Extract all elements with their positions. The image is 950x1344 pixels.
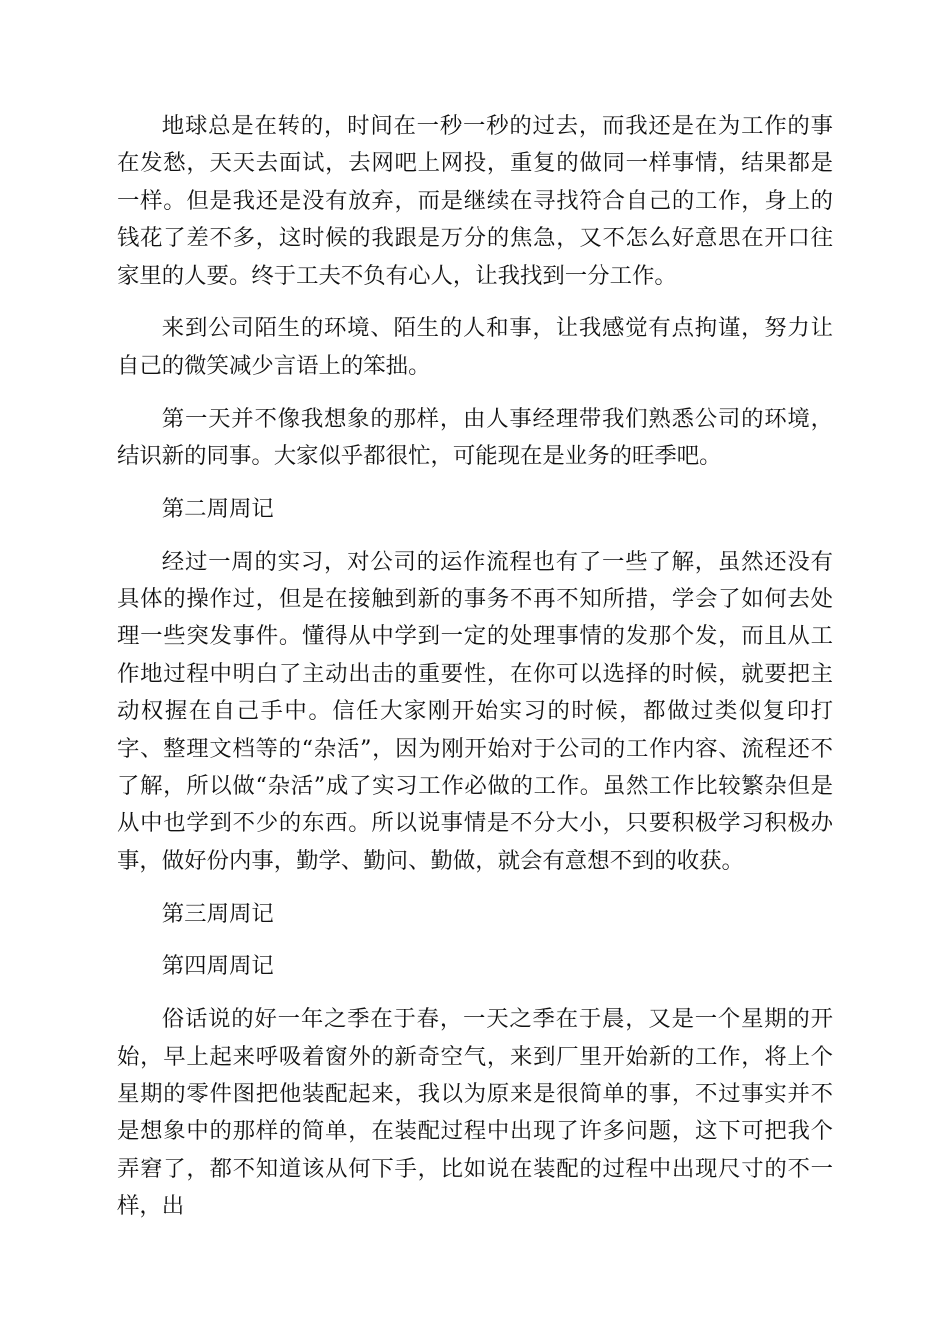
heading-week-3: 第三周周记 — [161, 900, 274, 927]
heading-week-2: 第二周周记 — [161, 495, 274, 522]
paragraph-week-4-body: 俗话说的好一年之季在于春，一天之季在于晨，又是一个星期的开始，早上起来呼吸着窗外的新奇空气，来到厂里开始新的工作，将上个星期的零件图把他装配起来，我以为原来是很简单的事，不过事实并不是想象中的那样的简单，在装配过程中出现了许多问题，这下可把我个弄窘了，都不知道该从何下手，比如说在装配的过程中出现尺寸的不一样，出 — [117, 1006, 833, 1220]
heading-week-4: 第四周周记 — [161, 953, 274, 980]
document-page — [117, 108, 833, 1241]
paragraph-new-environment: 来到公司陌生的环境、陌生的人和事，让我感觉有点拘谨，努力让自己的微笑减少言语上的笨拙。 — [117, 315, 833, 379]
paragraph-first-day: 第一天并不像我想象的那样，由人事经理带我们熟悉公司的环境，结识新的同事。大家似乎都很忙，可能现在是业务的旺季吧。 — [117, 405, 833, 470]
paragraph-week-2-body: 经过一周的实习，对公司的运作流程也有了一些了解，虽然还没有具体的操作过，但是在接触到新的事务不再不知所措，学会了如何去处理一些突发事件。懂得从中学到一定的处理事情的发那个发，而且从工作地过程中明白了主动出击的重要性，在你可以选择的时候，就要把主动权握在自己手中。信任大家刚开始实习的时候，都做过类似复印打字、整理文档等的“杂活”，因为刚开始对于公司的工作内容、流程还不了解，所以做“杂活”成了实习工作必做的工作。虽然工作比较繁杂但是从中也学到不少的东西。所以说事情是不分大小，只要积极学习积极办事，做好份内事，勤学、勤问、勤做，就会有意想不到的收获。 — [117, 548, 833, 874]
paragraph-job-search: 地球总是在转的，时间在一秒一秒的过去，而我还是在为工作的事在发愁，天天去面试，去网吧上网投，重复的做同一样事情，结果都是一样。但是我还是没有放弃，而是继续在寻找符合自己的工作，身上的钱花了差不多，这时候的我跟是万分的焦急，又不怎么好意思在开口往家里的人要。终于工夫不负有心人，让我找到一分工作。 — [117, 113, 833, 289]
